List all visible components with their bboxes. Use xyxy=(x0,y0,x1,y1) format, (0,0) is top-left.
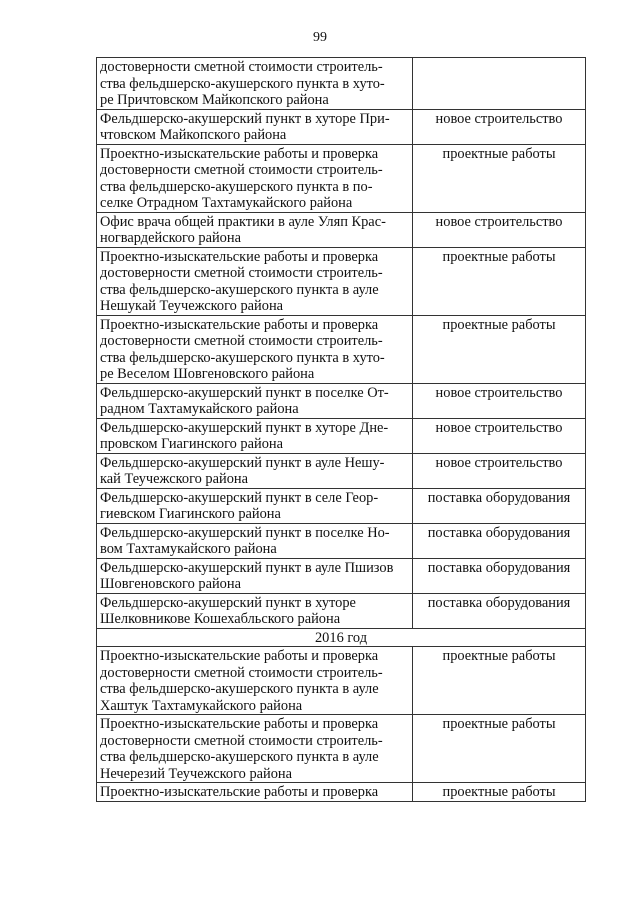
table-row xyxy=(97,488,586,523)
description-line: ства фельдшерско-акушерского пункта в ауле xyxy=(100,281,379,298)
work-type-cell: поставка оборудования xyxy=(413,558,586,593)
description-line: вом Тахтамукайского района xyxy=(100,541,277,557)
description-line: Фельдшерско-акушерский пункт в поселке От- xyxy=(100,384,389,401)
description-line: достоверности сметной стоимости строитель- xyxy=(100,333,383,349)
description-line: Проектно-изыскательские работы и проверка xyxy=(100,648,379,664)
description-line: Офис врача общей практики в ауле Уляп Крас- xyxy=(100,213,386,230)
works-table xyxy=(96,57,586,802)
object-description-cell xyxy=(97,109,413,144)
description-line: Проектно-изыскательские работы и проверка xyxy=(100,248,379,265)
object-description-cell xyxy=(97,647,413,715)
description-line: ре Веселом Шовгеновского района xyxy=(100,366,315,382)
description-line: ства фельдшерско-акушерского пункта в ауле xyxy=(100,749,379,765)
table-row xyxy=(97,558,586,593)
object-description-cell xyxy=(97,383,413,418)
description-line: ства фельдшерско-акушерского пункта в ауле xyxy=(100,681,379,697)
object-description-cell xyxy=(97,58,413,110)
object-description-cell xyxy=(97,212,413,247)
object-description-cell xyxy=(97,144,413,212)
work-type-cell: поставка оборудования xyxy=(413,523,586,558)
description-line: достоверности сметной стоимости строитель- xyxy=(100,162,383,178)
description-line: Фельдшерско-акушерский пункт в хуторе xyxy=(100,594,356,611)
page-number: 99 xyxy=(313,30,327,45)
description-line: Фельдшерско-акушерский пункт в ауле Нешу- xyxy=(100,454,385,471)
description-line: провском Гиагинского района xyxy=(100,436,283,452)
description-line: Хаштук Тахтамукайского района xyxy=(100,697,303,714)
description-line: Проектно-изыскательские работы и проверка xyxy=(100,716,379,732)
work-type-cell: проектные работы xyxy=(413,315,586,383)
table-row xyxy=(97,383,586,418)
work-type-cell: поставка оборудования xyxy=(413,593,586,628)
object-description-cell xyxy=(97,523,413,558)
work-type-cell: поставка оборудования xyxy=(413,488,586,523)
object-description-cell xyxy=(97,453,413,488)
table-row xyxy=(97,58,586,110)
year-header-row xyxy=(97,628,586,647)
object-description-cell xyxy=(97,488,413,523)
object-description-cell xyxy=(97,715,413,783)
description-line: ства фельдшерско-акушерского пункта в по- xyxy=(100,178,373,195)
table-row xyxy=(97,109,586,144)
work-type-cell: новое строительство xyxy=(413,418,586,453)
object-description-cell xyxy=(97,418,413,453)
table-body xyxy=(97,58,586,802)
year-label: 2016 год xyxy=(97,628,586,647)
description-line: гиевском Гиагинского района xyxy=(100,506,281,522)
table-row xyxy=(97,647,586,715)
description-line: Шелковникове Кошехабльского района xyxy=(100,611,341,627)
table-row xyxy=(97,418,586,453)
description-line: ства фельдшерско-акушерского пункта в хуто- xyxy=(100,349,385,366)
work-type-cell: новое строительство xyxy=(413,109,586,144)
description-line: Фельдшерско-акушерский пункт в поселке Но- xyxy=(100,524,390,541)
work-type-cell: проектные работы xyxy=(413,715,586,783)
object-description-cell xyxy=(97,558,413,593)
work-type-cell: проектные работы xyxy=(413,783,586,802)
description-line: кай Теучежского района xyxy=(100,471,248,487)
table-row xyxy=(97,783,586,802)
description-line: Фельдшерско-акушерский пункт в хуторе Дне- xyxy=(100,419,389,436)
description-line: ства фельдшерско-акушерского пункта в хуто- xyxy=(100,75,385,92)
object-description-cell xyxy=(97,315,413,383)
object-description-cell xyxy=(97,783,413,802)
table-row xyxy=(97,247,586,315)
description-line: ногвардейского района xyxy=(100,230,241,246)
description-line: Нечерезий Теучежского района xyxy=(100,765,293,782)
work-type-cell: проектные работы xyxy=(413,144,586,212)
description-line: Фельдшерско-акушерский пункт в ауле Пшизов xyxy=(100,559,394,576)
object-description-cell xyxy=(97,593,413,628)
table-row xyxy=(97,593,586,628)
description-line: достоверности сметной стоимости строитель- xyxy=(100,664,383,681)
description-line: чтовском Майкопского района xyxy=(100,127,287,143)
description-line: ре Причтовском Майкопского района xyxy=(100,92,329,108)
description-line: Фельдшерско-акушерский пункт в селе Геор- xyxy=(100,489,379,506)
description-line: достоверности сметной стоимости строитель- xyxy=(100,265,383,281)
table-row xyxy=(97,523,586,558)
work-type-cell: новое строительство xyxy=(413,383,586,418)
description-line: Проектно-изыскательские работы и проверка xyxy=(100,316,379,333)
work-type-cell: проектные работы xyxy=(413,247,586,315)
table-row xyxy=(97,715,586,783)
work-type-cell xyxy=(413,58,586,110)
table-row xyxy=(97,453,586,488)
description-line: Нешукай Теучежского района xyxy=(100,298,284,314)
work-type-cell: проектные работы xyxy=(413,647,586,715)
description-line: достоверности сметной стоимости строитель- xyxy=(100,59,383,75)
description-line: Проектно-изыскательские работы и проверка xyxy=(100,145,379,162)
description-line: достоверности сметной стоимости строитель- xyxy=(100,732,383,749)
description-line: селке Отрадном Тахтамукайского района xyxy=(100,195,353,211)
description-line: Шовгеновского района xyxy=(100,576,241,592)
work-type-cell: новое строительство xyxy=(413,212,586,247)
description-line: радном Тахтамукайского района xyxy=(100,401,299,417)
table-row xyxy=(97,212,586,247)
table-row xyxy=(97,144,586,212)
description-line: Проектно-изыскательские работы и проверка xyxy=(100,784,379,800)
object-description-cell xyxy=(97,247,413,315)
table-row xyxy=(97,315,586,383)
work-type-cell: новое строительство xyxy=(413,453,586,488)
description-line: Фельдшерско-акушерский пункт в хуторе При- xyxy=(100,110,390,127)
